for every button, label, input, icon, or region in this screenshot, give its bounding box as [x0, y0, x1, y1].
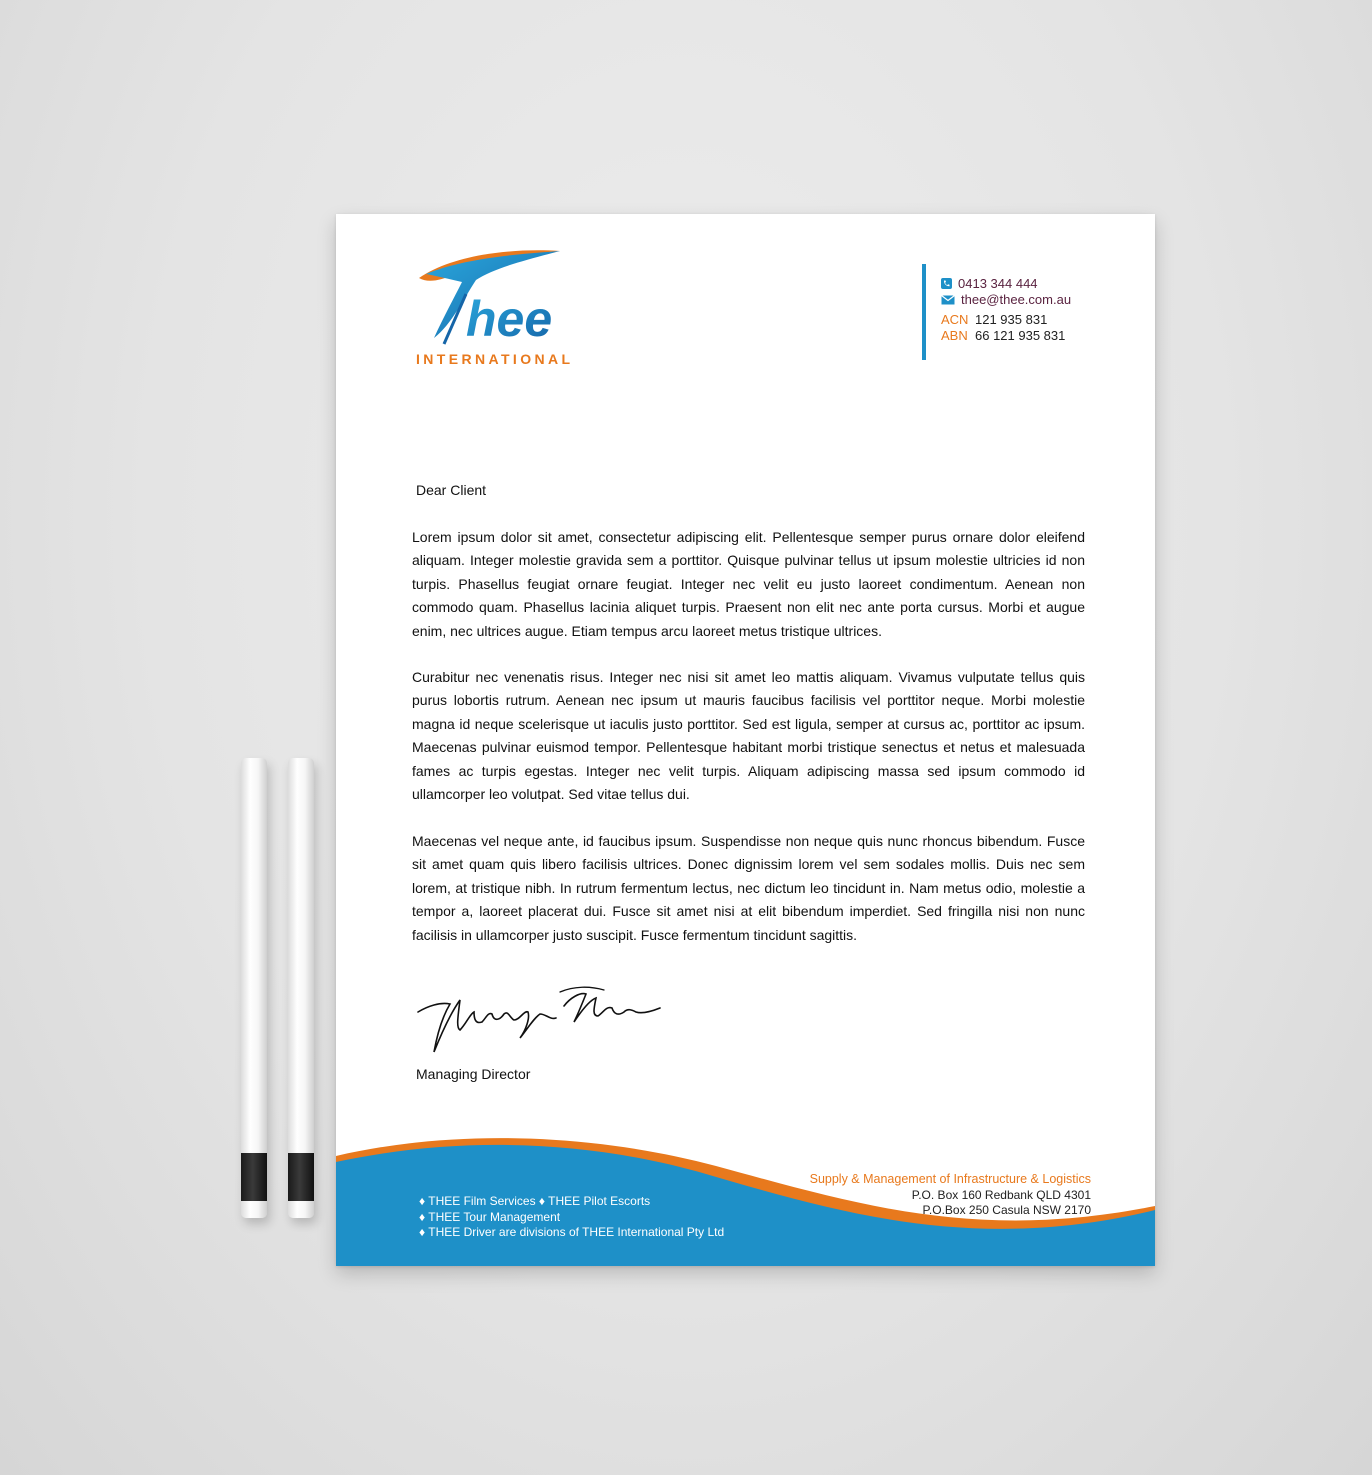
signature — [414, 984, 664, 1064]
logo-subtitle: INTERNATIONAL — [416, 351, 574, 367]
acn-value: 121 935 831 — [975, 312, 1048, 327]
handwritten-signature-icon — [414, 984, 664, 1059]
contact-abn-row — [941, 328, 1065, 343]
divisions-list — [419, 1194, 724, 1241]
mail-icon — [941, 293, 955, 308]
pen-grip — [288, 1153, 314, 1201]
address-line-1: P.O. Box 160 Redbank QLD 4301 — [911, 1187, 1091, 1202]
pen-left — [241, 758, 267, 1218]
division-line-2: ♦ THEE Tour Management — [419, 1209, 561, 1224]
contact-phone-row — [941, 276, 1038, 292]
acn-label: ACN — [941, 312, 969, 327]
contact-phone: 0413 344 444 — [958, 276, 1038, 291]
logo-mark-icon — [414, 246, 589, 351]
company-logo — [414, 246, 589, 371]
footer-address-block — [810, 1172, 1091, 1219]
letter-paragraph-3: Maecenas vel neque ante, id faucibus ipsum. Suspendisse non neque quis nunc rhoncus bibendum. Fusce sit amet quam quis libero facilisis ultrices. Donec dignissim lorem vel sem sodales mollis. Duis nec sem lorem, at tristique nibh. In rutrum fermentum lectus, nec dictum leo tincidunt in. Nam metus odio, molestie a tempor a, laoreet placerat dui. Fusce sit amet nisi at elit bibendum imperdiet. Sed fringilla nisi non nunc facilisis in ullamcorper justo suscipit. Fusce fermentum tincidunt sagittis. — [412, 833, 1085, 943]
pen-right — [288, 758, 314, 1218]
contact-block — [922, 264, 1126, 360]
abn-value: 66 121 935 831 — [975, 328, 1066, 343]
phone-icon — [941, 277, 952, 292]
contact-acn-row — [941, 312, 1047, 327]
contact-email-row — [941, 292, 1071, 308]
address-line-2: P.O.Box 250 Casula NSW 2170 — [922, 1203, 1091, 1217]
letter-paragraph-1: Lorem ipsum dolor sit amet, consectetur adipiscing elit. Pellentesque semper purus ornare dolor eleifend aliquam. Integer molestie gravida sem a porttitor. Quisque pulvinar tellus ut ipsum molestie ultricies id non turpis. Phasellus feugiat ornare feugiat. Integer nec velit eu justo laoreet condimentum. Aenean non commodo quam. Phasellus lacinia aliquet turpis. Praesent non elit nec ante porta cursus. Morbi et augue enim, nec ultrices augue. Etiam tempus arcu laoreet metus tristique ultrices. — [412, 529, 1085, 639]
company-tagline: Supply & Management of Infrastructure & Logistics — [809, 1172, 1091, 1186]
letter-paragraph-2: Curabitur nec venenatis risus. Integer nec nisi sit amet leo mattis aliquam. Vivamus vulputate tellus quis purus lobortis rutrum. Aenean nec ipsum ut mauris faucibus facilisis vel porttitor neque. Morbi molestie magna id neque scelerisque ut iaculis justo porttitor. Sed est ligula, semper at cursus ac, porttitor ac ipsum. Maecenas pulvinar euismod tempor. Pellentesque habitant morbi tristique senectus et netus et malesuada fames ac turpis egestas. Integer nec velit turpis. Aliquam adipiscing massa sed ipsum commodo id ullamcorper leo volutpat. Sed vitae tellus dui. — [412, 669, 1085, 803]
logo-wordmark: hee — [466, 291, 553, 347]
division-line-1: ♦ THEE Film Services ♦ THEE Pilot Escorts — [419, 1194, 651, 1208]
abn-label: ABN — [941, 328, 968, 343]
letter-greeting: Dear Client — [416, 482, 487, 498]
signatory-role: Managing Director — [416, 1066, 531, 1082]
contact-email[interactable]: thee@thee.com.au — [961, 292, 1072, 307]
division-line-3: ♦ THEE Driver are divisions of THEE International Pty Ltd — [419, 1225, 725, 1239]
pen-grip — [241, 1153, 267, 1201]
letterhead-page — [336, 214, 1155, 1266]
